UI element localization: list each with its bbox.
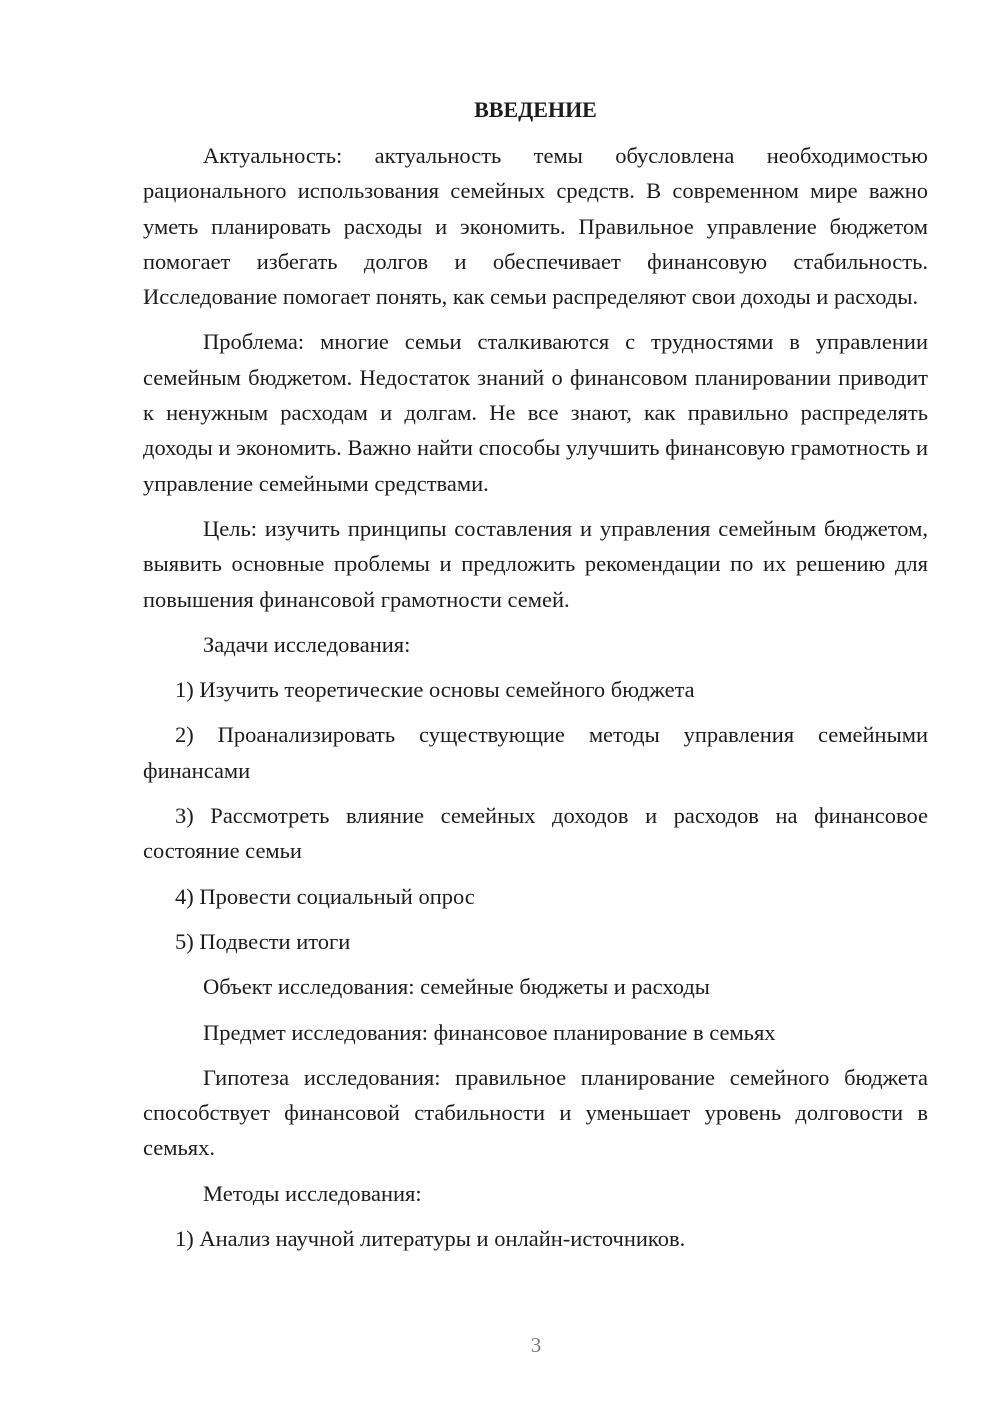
problem-paragraph: Проблема: многие семьи сталкиваются с трудностями в управлении семейным бюджетом. Недостаток знаний о финансовом планировании приводит к ненужным расходам и долгам. Не все знают, как правильно распределять доходы и экономить. Важно найти способы улучшить финансовую грамотность и управление семейными средствами.	[143, 329, 928, 496]
task-item: 2) Проанализировать существующие методы управления семейными финансами	[143, 722, 928, 783]
tasks-heading: Задачи исследования:	[203, 631, 411, 657]
relevance-paragraph: Актуальность: актуальность темы обусловлена необходимостью рационального использования семейных средств. В современном мире важно уметь планировать расходы и экономить. Правильное управление бюджетом помогает избегать долгов и обеспечивает финансовую стабильность. Исследование помогает понять, как семьи распределяют свои доходы и расходы.	[143, 143, 928, 310]
method-item: 1) Анализ научной литературы и онлайн-источников.	[175, 1226, 686, 1252]
task-item: 4) Провести социальный опрос	[175, 883, 475, 909]
task-item: 1) Изучить теоретические основы семейного бюджета	[175, 677, 695, 703]
hypothesis-paragraph: Гипотеза исследования: правильное планирование семейного бюджета способствует финансовой стабильности и уменьшает уровень долговости в семьях.	[143, 1064, 928, 1161]
task-item: 3) Рассмотреть влияние семейных доходов и расходов на финансовое состояние семьи	[143, 803, 928, 864]
page-title: ВВЕДЕНИЕ	[474, 97, 597, 122]
research-subject: Предмет исследования: финансовое планирование в семьях	[203, 1019, 776, 1045]
research-object: Объект исследования: семейные бюджеты и расходы	[203, 974, 710, 1000]
page-content	[143, 94, 928, 1266]
goal-paragraph: Цель: изучить принципы составления и управления семейным бюджетом, выявить основные проблемы и предложить рекомендации по их решению для повышения финансовой грамотности семей.	[143, 515, 928, 612]
page-number: 3	[530, 1333, 542, 1357]
task-item: 5) Подвести итоги	[175, 928, 351, 954]
methods-heading: Методы исследования:	[203, 1180, 422, 1206]
